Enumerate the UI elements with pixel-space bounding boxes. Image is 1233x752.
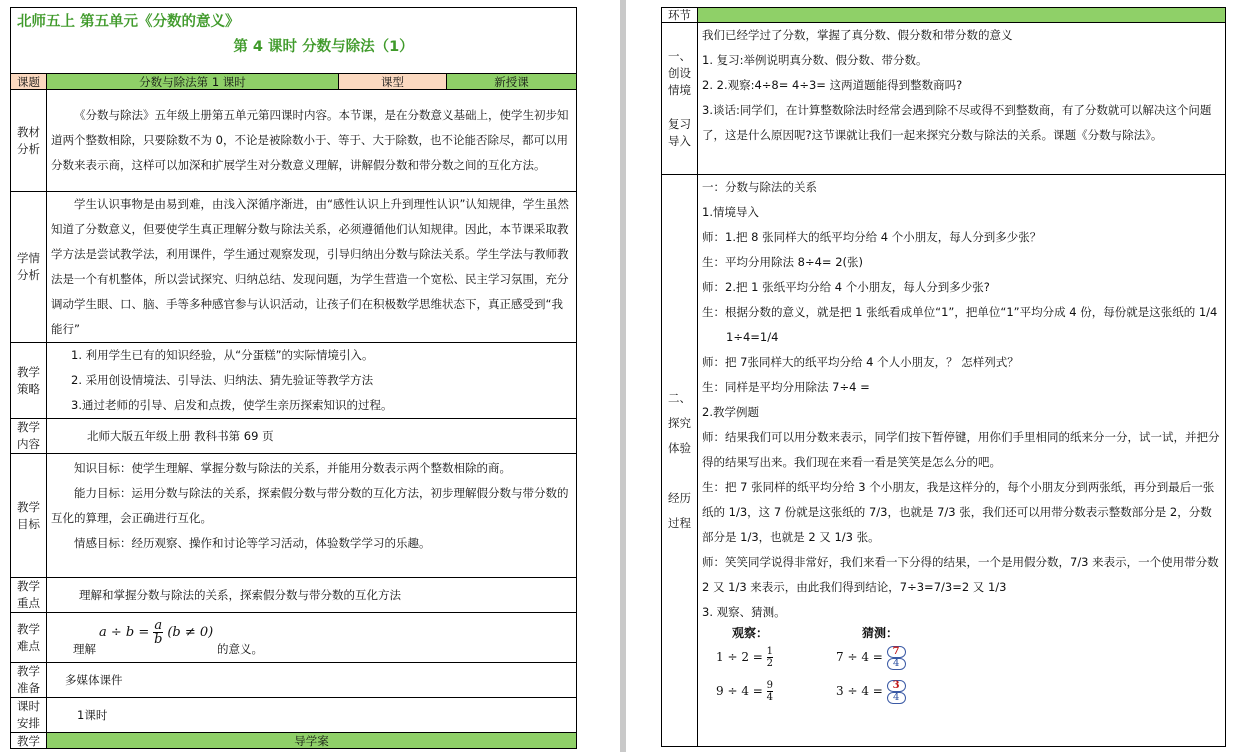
sec1-content <box>698 23 1226 175</box>
guess-title: 猜测： <box>862 626 899 640</box>
sec2-content <box>698 175 1226 747</box>
sec2-line: 生：同样是平均分用除法 7÷4 = <box>702 380 870 394</box>
key-text: 理解和掌握分数与除法的关系，探索假分数与带分数的互化方法 <box>47 578 577 613</box>
topic-value: 分数与除法第 1 课时 <box>47 74 339 90</box>
observe-title: 观察： <box>732 626 769 640</box>
content-label: 教学内容 <box>11 419 47 454</box>
sec2-line: 2.教学例题 <box>702 405 759 419</box>
content-text: 北师大版五年级上册 教科书第 69 页 <box>47 419 577 454</box>
sec1-line: 3.谈话:同学们，在计算整数除法时经常会遇到除不尽或得不到整数商，有了分数就可以解决这个问题了，这是什么原因呢?这节课就让我们一起来探究分数与除法的关系。课题《分数与除法》。 <box>702 103 1212 142</box>
sec2-line: 生：平均分用除法 8÷4= 2(张) <box>702 255 864 269</box>
strategy-list <box>47 343 577 419</box>
sec2-line: 3. 观察、猜测。 <box>702 605 786 619</box>
sec2-label: 二、 探究 体验 经历 过程 <box>662 175 698 747</box>
right-document-page <box>626 0 1233 752</box>
sec1-line: 2. 2.观察:4÷8= 4÷3= 这两道题能得到整数商吗? <box>702 78 963 92</box>
title-cell <box>11 8 577 74</box>
student-label: 学情分析 <box>11 192 47 343</box>
difficulty-formula: a ÷ b = $\frac{a}{b}$ (b ≠ 0) <box>99 618 214 647</box>
material-label: 教材分析 <box>11 90 47 192</box>
sec2-line: 生：把 7 张同样的纸平均分给 3 个小朋友，我是这样分的，每个小朋友分到两张纸，再分到最后一张纸的 1/3，这 7 份就是这张纸的 7/3，也就是 7/3 张，我们还可以用带分数表示整数部分是 2，分数部分是 1/3，也就是 2 又 1/3 张。 <box>702 480 1215 544</box>
difficulty-cell <box>47 613 577 663</box>
time-label: 课时安排 <box>11 698 47 733</box>
topic-label: 课题 <box>11 74 47 90</box>
strategy-item: 1. 利用学生已有的知识经验，从“分蛋糕”的实际情境引入。 <box>71 348 374 362</box>
strategy-item: 3.通过老师的引导、启发和点拨，使学生亲历探索知识的过程。 <box>71 398 393 412</box>
guess-eq-2: 3 ÷ 4 = $\frac{3}{4}$ <box>836 679 906 704</box>
observe-eq-1: 1 ÷ 2 = $\frac{1}{2}$ <box>716 646 774 669</box>
sec2-line: 师：1.把 8 张同样大的纸平均分给 4 个小朋友，每人分到多少张？ <box>702 230 1042 244</box>
doc-subtitle: 第 4 课时 分数与除法（1） <box>233 39 414 55</box>
sec1-line: 我们已经学过了分数，掌握了真分数、假分数和带分数的意义 <box>702 28 1013 42</box>
student-text: 学生认识事物是由易到难，由浅入深循序渐进，由“感性认识上升到理性认识”认知规律，学生虽然知道了分数意义，但要使学生真正理解分数与除法关系，必须遵循他们认知规律。因此，本节课采取教学方法是尝试教学法，利用课件，学生通过观察发现，引导归纳出分数与除法关系。学生学法与教师教法是一个有机整体，所以尝试探究、归纳总结、发现问题，为学生营造一个宽松、民主学习氛围，充分调动学生眼、口、脑、手等多种感官参与认识活动，让孩子们在积极数学思维状态下，真正感受到“我能行” <box>47 192 577 343</box>
key-label: 教学重点 <box>11 578 47 613</box>
material-text: 《分数与除法》五年级上册第五单元第四课时内容。本节课，是在分数意义基础上，使学生初步知道两个整数相除，只要除数不为 0，不论是被除数小于、等于、大于除数，也不论能否除尽，都可以用分数来表示商，这样可以加深和扩展学生对分数意义理解，讲解假分数和带分数之间的互化方法。 <box>47 90 577 192</box>
difficulty-label: 教学难点 <box>11 613 47 663</box>
type-value: 新授课 <box>447 74 577 90</box>
difficulty-prefix: 理解 <box>73 642 96 656</box>
sec2-line: 1.情境导入 <box>702 205 759 219</box>
doc-title: 北师五上 第五单元《分数的意义》 <box>17 14 240 30</box>
sec2-line: 师：把 7张同样大的纸平均分给 4 个人小朋友，？ 怎样列式？ <box>702 355 1019 369</box>
sec2-line: 师：2.把 1 张纸平均分给 4 个小朋友，每人分到多少张? <box>702 280 990 294</box>
observe-eq-2: 9 ÷ 4 = $\frac{9}{4}$ <box>716 680 774 703</box>
sec1-label: 一、 创设 情境 复习 导入 <box>662 23 698 175</box>
sec2-line: 一：分数与除法的关系 <box>702 180 817 194</box>
goals-label: 教学目标 <box>11 454 47 578</box>
prep-text: 多媒体课件 <box>47 663 577 698</box>
difficulty-suffix: 的意义。 <box>217 642 263 656</box>
strategy-label: 教学策略 <box>11 343 47 419</box>
sec2-line: 师：结果我们可以用分数来表示，同学们按下暂停键，用你们手里相同的纸来分一分，试一试，并把分得的结果写出来。我们现在来看一看是笑笑是怎么分的吧。 <box>702 430 1220 469</box>
sec2-line: 1÷4=1/4 <box>726 330 779 344</box>
stage-header-bar <box>698 8 1226 23</box>
bottom-label: 教学 <box>11 733 47 749</box>
lesson-plan-table <box>10 7 577 749</box>
bottom-value: 导学案 <box>47 733 577 749</box>
sec1-line: 1. 复习:举例说明真分数、假分数、带分数。 <box>702 53 928 67</box>
goal-item: 能力目标：运用分数与除法的关系，探索假分数与带分数的互化方法，初步理解假分数与带分数的互化的算理，会正确进行互化。 <box>51 486 569 525</box>
type-label: 课型 <box>339 74 447 90</box>
goals-list <box>47 454 577 578</box>
time-text: 1课时 <box>47 698 577 733</box>
guess-eq-1: 7 ÷ 4 = $\frac{7}{4}$ <box>836 645 906 670</box>
goal-item: 知识目标：使学生理解、掌握分数与除法的关系，并能用分数表示两个整数相除的商。 <box>74 461 511 475</box>
stage-header: 环节 <box>662 8 698 23</box>
observe-guess-figure <box>702 625 1221 713</box>
strategy-item: 2. 采用创设情境法、引导法、归纳法、猜先验证等教学方法 <box>71 373 374 387</box>
process-table <box>661 7 1226 747</box>
sec2-line: 师：笑笑同学说得非常好，我们来看一下分得的结果，一个是用假分数，7/3 来表示，一个使用带分数 2 又 1/3 来表示，由此我们得到结论，7÷3=7/3=2 又 1/3 <box>702 555 1219 594</box>
prep-label: 教学准备 <box>11 663 47 698</box>
goal-item: 情感目标：经历观察、操作和讨论等学习活动，体验数学学习的乐趣。 <box>74 536 431 550</box>
sec2-line: 生：根据分数的意义，就是把 1 张纸看成单位“1”，把单位“1”平均分成 4 份，每份就是这张纸的 1/4 <box>702 305 1218 319</box>
